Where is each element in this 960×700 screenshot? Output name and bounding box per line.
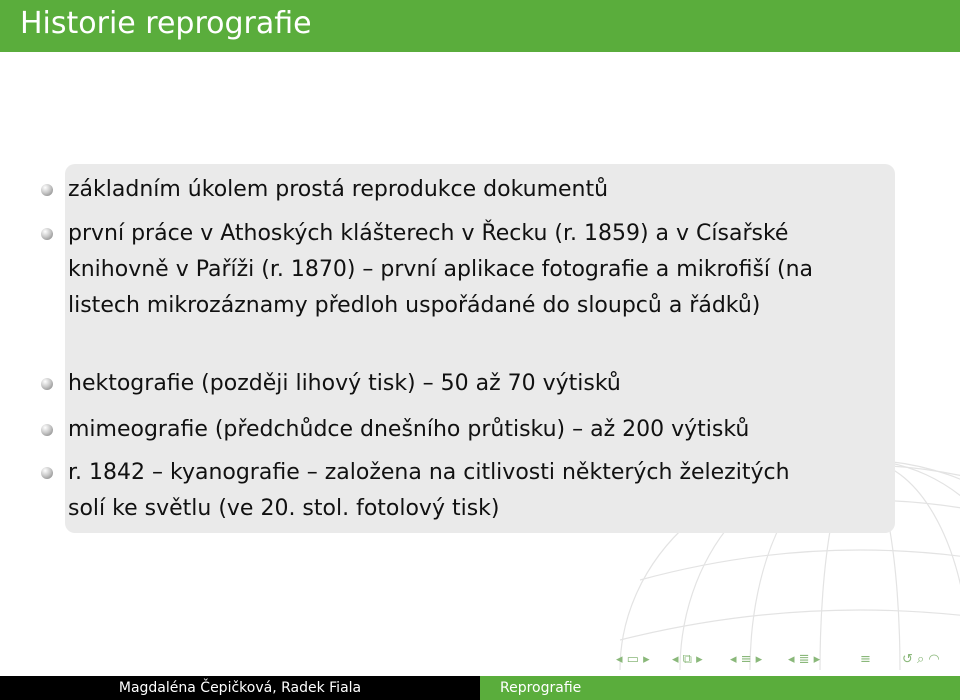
list-item xyxy=(68,412,818,448)
bullet-ball-icon xyxy=(41,424,53,436)
list-item-text: první práce v Athoských klášterech v Řecku (r. 1859) a v Císařské knihovně v Paříži (r. 1870) – první aplikace fotografie a mikrofiší (na listech mikrozáznamy předloh uspořádané do sloupců a řádků) xyxy=(68,221,814,318)
nav-section-icon[interactable]: ◂ ≡ ▸ xyxy=(730,652,763,667)
nav-subsection-icon[interactable]: ◂ ⧉ ▸ xyxy=(672,652,703,667)
beamer-navigation xyxy=(616,650,956,670)
footer-topic: Reprografie xyxy=(500,680,582,696)
nav-frame-icon[interactable]: ◂ ▭ ▸ xyxy=(616,652,650,667)
list-item xyxy=(68,172,818,208)
list-item-text: základním úkolem prostá reprodukce dokumentů xyxy=(68,177,609,202)
bullet-ball-icon xyxy=(41,228,53,240)
slide-title-bar xyxy=(0,0,960,52)
nav-document-icon[interactable]: ≡ xyxy=(860,652,871,667)
bullet-ball-icon xyxy=(41,467,53,479)
footer-authors: Magdaléna Čepičková, Radek Fiala xyxy=(118,680,362,696)
bullet-ball-icon xyxy=(41,378,53,390)
bullet-ball-icon xyxy=(41,184,53,196)
list-item-text: r. 1842 – kyanografie – založena na citlivosti některých železitých solí ke světlu (ve 20. stol. fotolový tisk) xyxy=(68,460,790,521)
nav-subsection2-icon[interactable]: ◂ ≣ ▸ xyxy=(788,652,821,667)
list-item-text: hektografie (později lihový tisk) – 50 až 70 výtisků xyxy=(68,371,621,396)
slide-title: Historie reprografie xyxy=(20,6,312,41)
footer-topic-box xyxy=(480,676,960,700)
list-item xyxy=(68,216,818,324)
list-item-text: mimeografie (předchůdce dnešního průtisku) – až 200 výtisků xyxy=(68,417,750,442)
nav-search-icon[interactable]: ↺ ⌕ ◠ xyxy=(902,652,940,667)
footer xyxy=(0,676,960,700)
list-item xyxy=(68,366,818,402)
list-item xyxy=(68,455,818,527)
